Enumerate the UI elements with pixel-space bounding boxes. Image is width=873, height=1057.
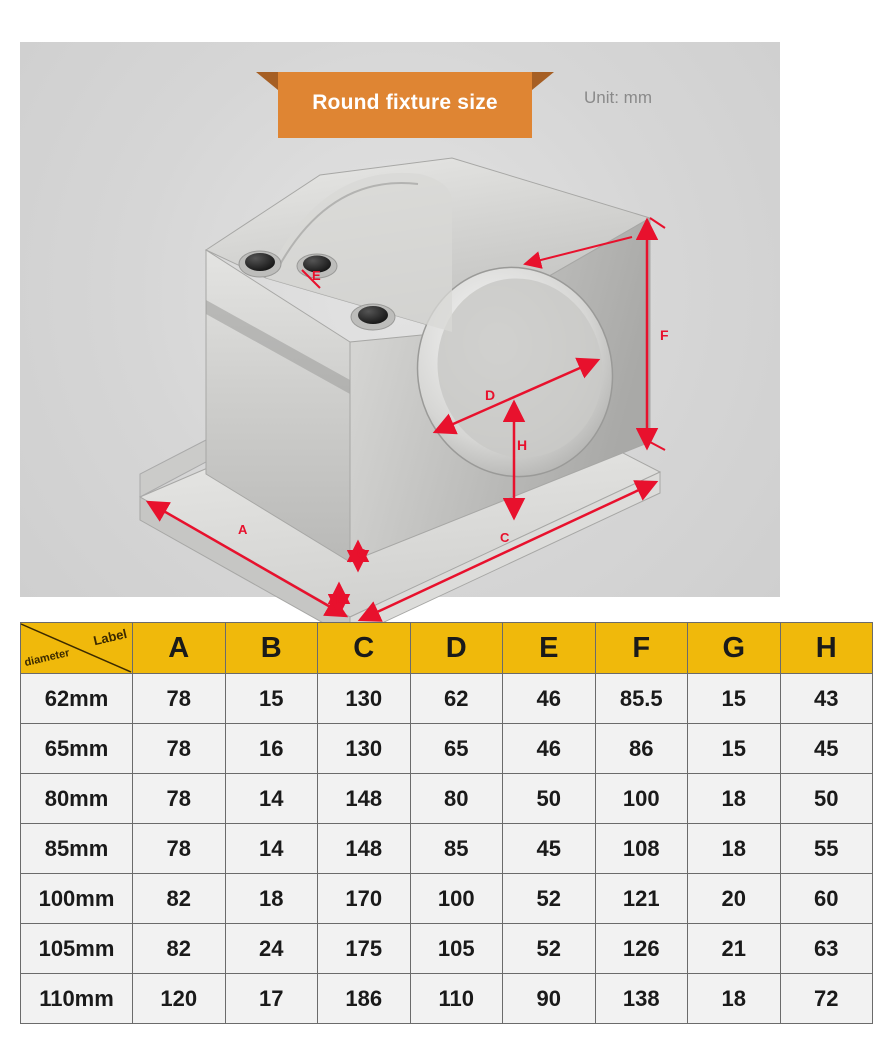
cell-f: 108	[595, 824, 688, 874]
cell-d: 110	[410, 974, 503, 1024]
cell-a: 82	[133, 874, 226, 924]
column-header-b: B	[225, 623, 318, 674]
cell-c: 170	[318, 874, 411, 924]
column-header-d: D	[410, 623, 503, 674]
cell-g: 15	[688, 674, 781, 724]
spec-table-wrapper	[20, 622, 839, 1024]
cell-a: 78	[133, 824, 226, 874]
cell-e: 52	[503, 924, 596, 974]
cell-a: 120	[133, 974, 226, 1024]
unit-note: Unit: mm	[584, 88, 652, 107]
product-image-panel	[20, 42, 780, 607]
title-ribbon	[278, 72, 532, 138]
cell-c: 186	[318, 974, 411, 1024]
table-row	[21, 724, 873, 774]
table-row	[21, 924, 873, 974]
ribbon-body	[278, 72, 532, 138]
cell-d: 105	[410, 924, 503, 974]
svg-text:D: D	[485, 387, 496, 403]
cell-a: 78	[133, 724, 226, 774]
cell-c: 130	[318, 674, 411, 724]
table-row	[21, 674, 873, 724]
table-row	[21, 774, 873, 824]
cell-a: 82	[133, 924, 226, 974]
ribbon-fold-left	[256, 72, 278, 90]
cell-h: 60	[780, 874, 873, 924]
column-header-g: G	[688, 623, 781, 674]
cell-h: 50	[780, 774, 873, 824]
table-row	[21, 974, 873, 1024]
svg-text:A: A	[238, 522, 248, 537]
cell-e: 46	[503, 724, 596, 774]
cell-g: 18	[688, 774, 781, 824]
column-header-e: E	[503, 623, 596, 674]
cell-d: 85	[410, 824, 503, 874]
cell-b: 17	[225, 974, 318, 1024]
cell-h: 55	[780, 824, 873, 874]
cell-e: 90	[503, 974, 596, 1024]
corner-label-bottom: diameter	[23, 646, 71, 669]
column-header-f: F	[595, 623, 688, 674]
svg-text:G: G	[357, 546, 368, 561]
cell-h: 43	[780, 674, 873, 724]
cell-b: 15	[225, 674, 318, 724]
table-row	[21, 824, 873, 874]
cell-d: 65	[410, 724, 503, 774]
row-diameter: 100mm	[21, 874, 133, 924]
cell-f: 126	[595, 924, 688, 974]
column-header-c: C	[318, 623, 411, 674]
corner-label-top: Label	[91, 626, 129, 649]
cell-c: 130	[318, 724, 411, 774]
cell-h: 63	[780, 924, 873, 974]
svg-text:F: F	[660, 327, 669, 343]
cell-c: 148	[318, 774, 411, 824]
cell-g: 18	[688, 974, 781, 1024]
cell-e: 52	[503, 874, 596, 924]
cell-a: 78	[133, 674, 226, 724]
row-diameter: 105mm	[21, 924, 133, 974]
cell-f: 121	[595, 874, 688, 924]
cell-h: 72	[780, 974, 873, 1024]
svg-text:B: B	[336, 592, 346, 607]
row-diameter: 65mm	[21, 724, 133, 774]
cell-c: 148	[318, 824, 411, 874]
cell-d: 62	[410, 674, 503, 724]
cell-f: 138	[595, 974, 688, 1024]
cell-e: 50	[503, 774, 596, 824]
column-header-a: A	[133, 623, 226, 674]
ribbon-fold-right	[532, 72, 554, 90]
row-diameter: 85mm	[21, 824, 133, 874]
cell-f: 100	[595, 774, 688, 824]
cell-g: 15	[688, 724, 781, 774]
cell-d: 80	[410, 774, 503, 824]
cell-c: 175	[318, 924, 411, 974]
cell-g: 21	[688, 924, 781, 974]
cell-d: 100	[410, 874, 503, 924]
table-row	[21, 874, 873, 924]
cell-b: 14	[225, 774, 318, 824]
spec-table	[20, 622, 873, 1024]
row-diameter: 110mm	[21, 974, 133, 1024]
cell-b: 14	[225, 824, 318, 874]
cell-e: 46	[503, 674, 596, 724]
row-diameter: 80mm	[21, 774, 133, 824]
svg-text:C: C	[500, 530, 510, 545]
cell-e: 45	[503, 824, 596, 874]
column-header-h: H	[780, 623, 873, 674]
cell-f: 86	[595, 724, 688, 774]
svg-text:E: E	[312, 268, 321, 283]
cell-a: 78	[133, 774, 226, 824]
table-corner-header	[21, 623, 133, 674]
cell-g: 20	[688, 874, 781, 924]
table-header-row	[21, 623, 873, 674]
cell-f: 85.5	[595, 674, 688, 724]
cell-b: 18	[225, 874, 318, 924]
cell-b: 16	[225, 724, 318, 774]
cell-g: 18	[688, 824, 781, 874]
cell-b: 24	[225, 924, 318, 974]
svg-text:H: H	[517, 437, 528, 453]
banner-title: Round fixture size	[312, 91, 498, 114]
cell-h: 45	[780, 724, 873, 774]
row-diameter: 62mm	[21, 674, 133, 724]
